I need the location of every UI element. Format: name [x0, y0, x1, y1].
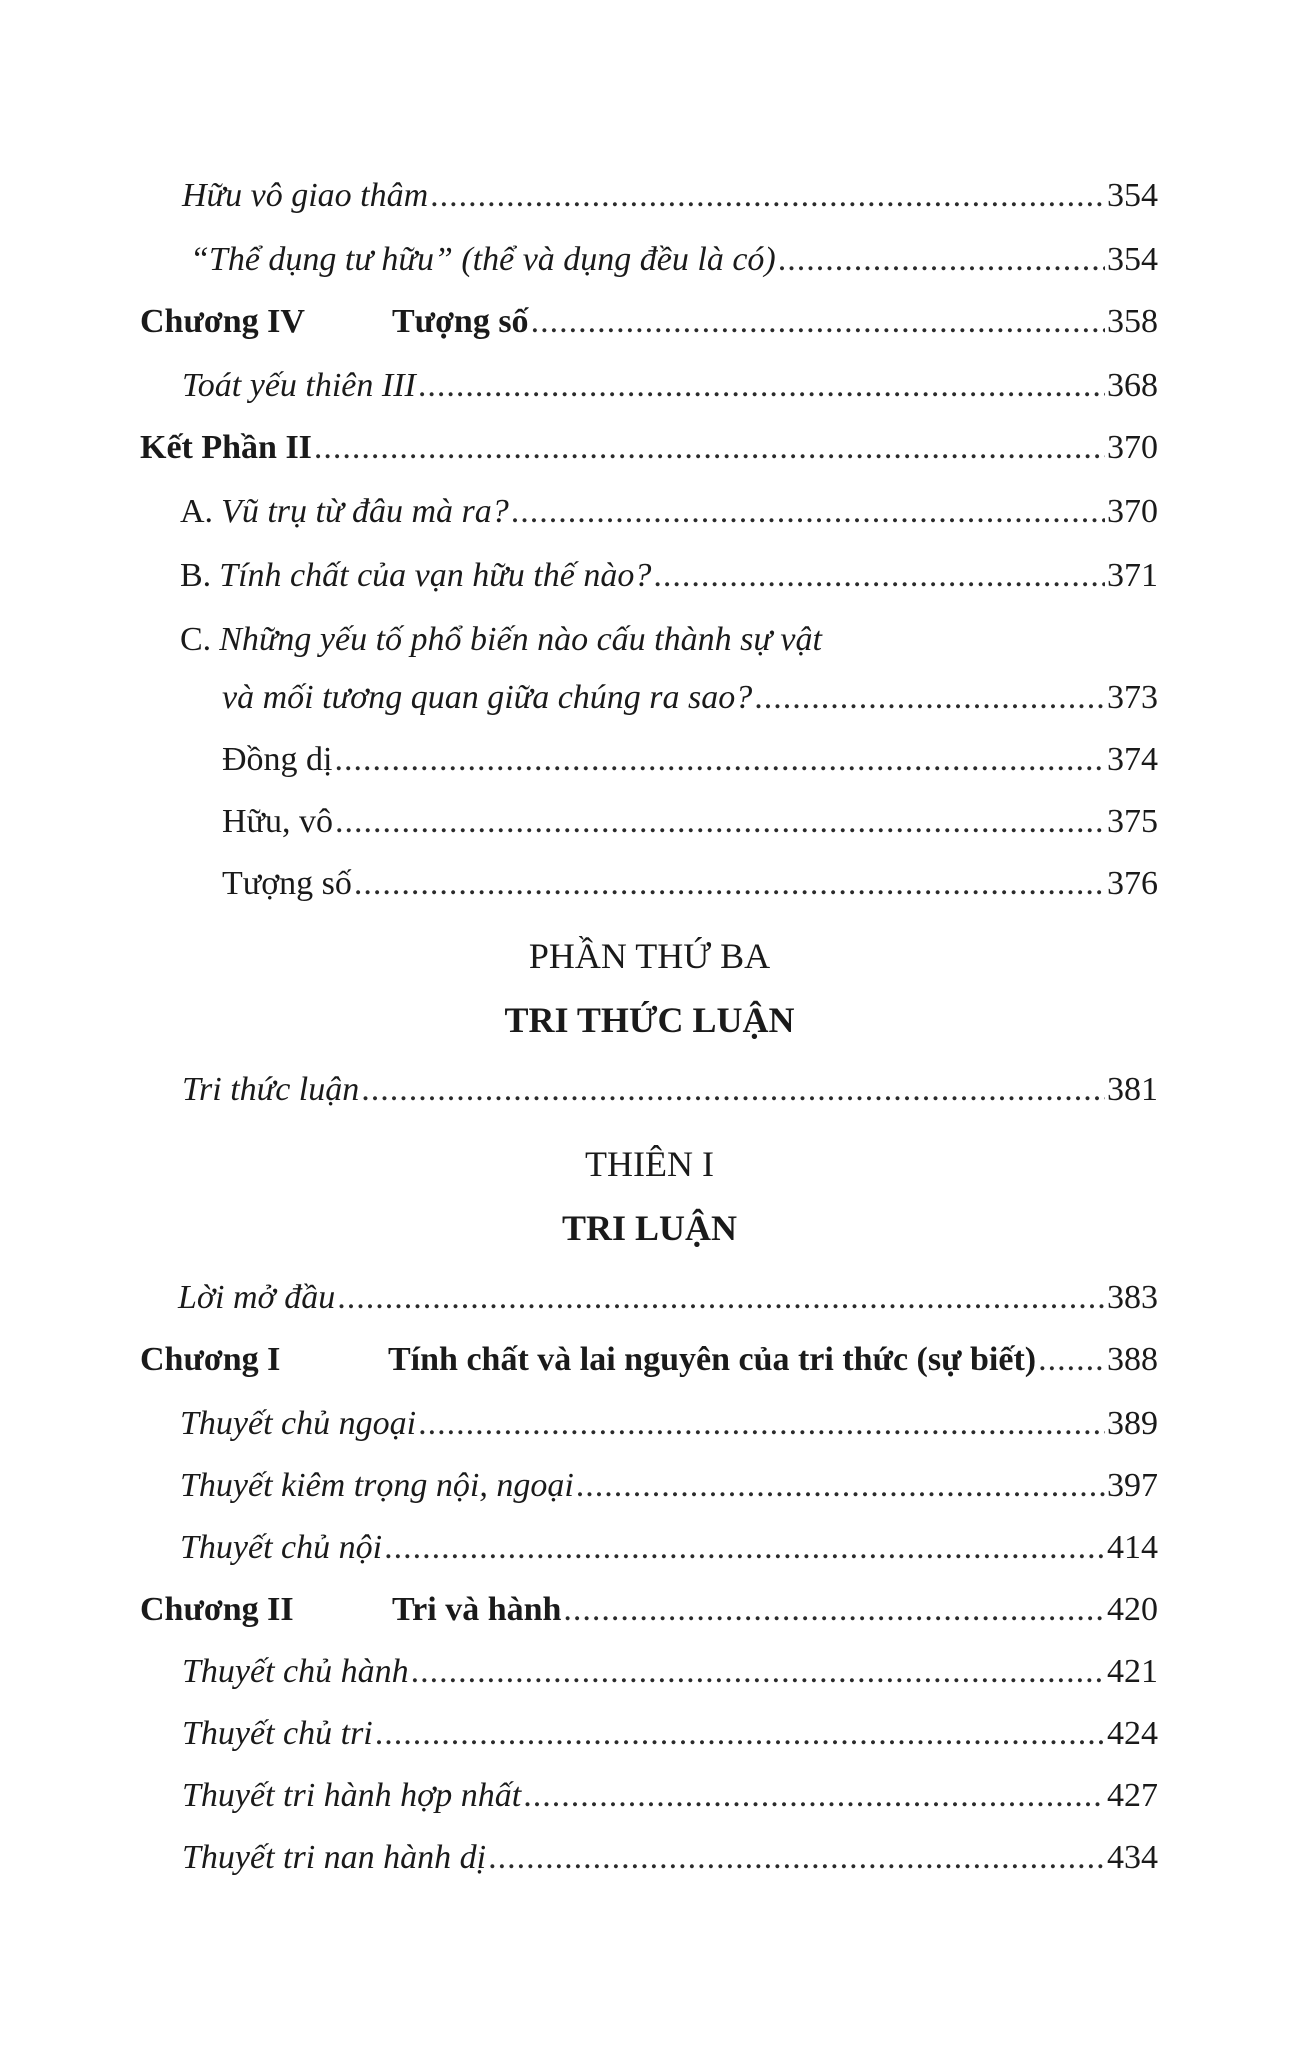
- leader-dots: [754, 678, 1105, 718]
- toc-entry-label: Thuyết chủ tri: [182, 1715, 373, 1752]
- toc-entry: [140, 428, 1158, 468]
- toc-entry-page: 376: [1107, 865, 1158, 902]
- leader-dots: [531, 302, 1105, 342]
- toc-entry-continuation: [140, 678, 1158, 718]
- toc-entry-label: Thuyết chủ hành: [182, 1653, 409, 1690]
- toc-entry-label: Hữu, vô: [222, 803, 333, 840]
- toc-entry: [140, 740, 1158, 780]
- toc-entry-label: Lời mở đầu: [178, 1279, 336, 1316]
- leader-dots: [418, 1404, 1105, 1444]
- toc-entry-page: 374: [1107, 741, 1158, 778]
- toc-entry: [140, 366, 1158, 406]
- toc-chapter-entry: [140, 302, 1158, 342]
- leader-dots: [576, 1466, 1105, 1506]
- section-subtitle: TRI LUẬN: [561, 1208, 738, 1248]
- toc-entry-page: 383: [1107, 1279, 1158, 1316]
- toc-entry: [140, 1838, 1158, 1878]
- toc-entry-label: Thuyết chủ ngoại: [180, 1405, 417, 1442]
- toc-entry-page: 370: [1107, 493, 1158, 530]
- leader-dots: [337, 1278, 1105, 1318]
- chapter-number: Chương IV: [140, 303, 305, 340]
- leader-dots: [778, 240, 1105, 280]
- toc-entry: [140, 802, 1158, 842]
- toc-chapter-entry: [140, 1590, 1158, 1630]
- toc-entry-page: 373: [1107, 679, 1158, 716]
- toc-entry-label: Thuyết tri nan hành dị: [182, 1839, 487, 1876]
- toc-entry-page: 370: [1107, 429, 1158, 466]
- toc-entry-label: Thuyết chủ nội: [180, 1529, 383, 1566]
- chapter-title: Tính chất và lai nguyên của tri thức (sự biết): [388, 1341, 1037, 1378]
- toc-entry-label: “Thể dụng tư hữu” (thể và dụng đều là có): [190, 241, 776, 278]
- leader-dots: [488, 1838, 1105, 1878]
- leader-dots: [1038, 1340, 1105, 1380]
- toc-entry-label: Toát yếu thiên III: [182, 367, 416, 404]
- toc-entry-page: 381: [1107, 1071, 1158, 1108]
- toc-entry-label: Thuyết kiêm trọng nội, ngoại: [180, 1467, 574, 1504]
- toc-entry-page: 397: [1107, 1467, 1158, 1504]
- toc-entry-prefix: A.: [180, 493, 214, 530]
- toc-entry-label: Đồng dị: [222, 741, 333, 778]
- toc-entry-page: 368: [1107, 367, 1158, 404]
- toc-entry-page: 434: [1107, 1839, 1158, 1876]
- leader-dots: [411, 1652, 1105, 1692]
- chapter-number: Chương II: [140, 1591, 294, 1628]
- toc-entry-label: Hữu vô giao thâm: [182, 177, 429, 214]
- toc-entry: [140, 176, 1158, 216]
- leader-dots: [384, 1528, 1105, 1568]
- toc-entry: [140, 556, 1158, 596]
- leader-dots: [653, 556, 1105, 596]
- toc-entry: [140, 1466, 1158, 1506]
- part-subtitle: TRI THỨC LUẬN: [504, 1000, 795, 1040]
- toc-entry: [140, 1404, 1158, 1444]
- toc-chapter-entry: [140, 1340, 1158, 1380]
- toc-entry-page: 424: [1107, 1715, 1158, 1752]
- toc-entry: [140, 492, 1158, 532]
- leader-dots: [523, 1776, 1105, 1816]
- leader-dots: [335, 740, 1106, 780]
- toc-entry-page: 389: [1107, 1405, 1158, 1442]
- toc-entry-prefix: C.: [180, 621, 212, 658]
- toc-entry-page: 354: [1107, 177, 1158, 214]
- toc-entry-page: 421: [1107, 1653, 1158, 1690]
- toc-entry-label: Vũ trụ từ đâu mà ra?: [221, 493, 509, 530]
- leader-dots: [563, 1590, 1105, 1630]
- toc-entry: [140, 1528, 1158, 1568]
- toc-entry-label: và mối tương quan giữa chúng ra sao?: [222, 679, 753, 716]
- toc-entry-page: 420: [1107, 1591, 1158, 1628]
- toc-entry: [140, 240, 1158, 280]
- leader-dots: [314, 428, 1105, 468]
- toc-entry: [140, 1714, 1158, 1754]
- toc-entry: [140, 1776, 1158, 1816]
- toc-entry: [140, 1278, 1158, 1318]
- leader-dots: [354, 864, 1105, 904]
- toc-entry-page: 358: [1107, 303, 1158, 340]
- toc-entry-label: Tượng số: [222, 865, 352, 902]
- chapter-title: Tượng số: [392, 303, 529, 340]
- toc-entry-label: Kết Phần II: [140, 429, 312, 466]
- toc-entry-prefix: B.: [180, 557, 212, 594]
- toc-entry-label: Tính chất của vạn hữu thế nào?: [219, 557, 652, 594]
- toc-entry-page: 414: [1107, 1529, 1158, 1566]
- chapter-number: Chương I: [140, 1341, 281, 1378]
- leader-dots: [511, 492, 1105, 532]
- toc-entry-page: 354: [1107, 241, 1158, 278]
- leader-dots: [375, 1714, 1105, 1754]
- leader-dots: [361, 1070, 1105, 1110]
- part-title: PHẦN THỨ BA: [528, 936, 771, 976]
- toc-entry: [140, 620, 1158, 660]
- toc-entry-page: 388: [1107, 1341, 1158, 1378]
- toc-entry-label: Tri thức luận: [182, 1071, 360, 1108]
- toc-entry: [140, 1070, 1158, 1110]
- chapter-title: Tri và hành: [392, 1591, 562, 1628]
- leader-dots: [430, 176, 1105, 216]
- toc-entry-label: Thuyết tri hành hợp nhất: [182, 1777, 522, 1814]
- toc-entry: [140, 864, 1158, 904]
- toc-entry: [140, 1652, 1158, 1692]
- leader-dots: [335, 802, 1105, 842]
- toc-entry-label: Những yếu tố phổ biến nào cấu thành sự vật: [219, 621, 822, 658]
- section-title: THIÊN I: [585, 1144, 714, 1184]
- leader-dots: [418, 366, 1105, 406]
- toc-entry-page: 375: [1107, 803, 1158, 840]
- toc-entry-page: 427: [1107, 1777, 1158, 1814]
- toc-entry-page: 371: [1107, 557, 1158, 594]
